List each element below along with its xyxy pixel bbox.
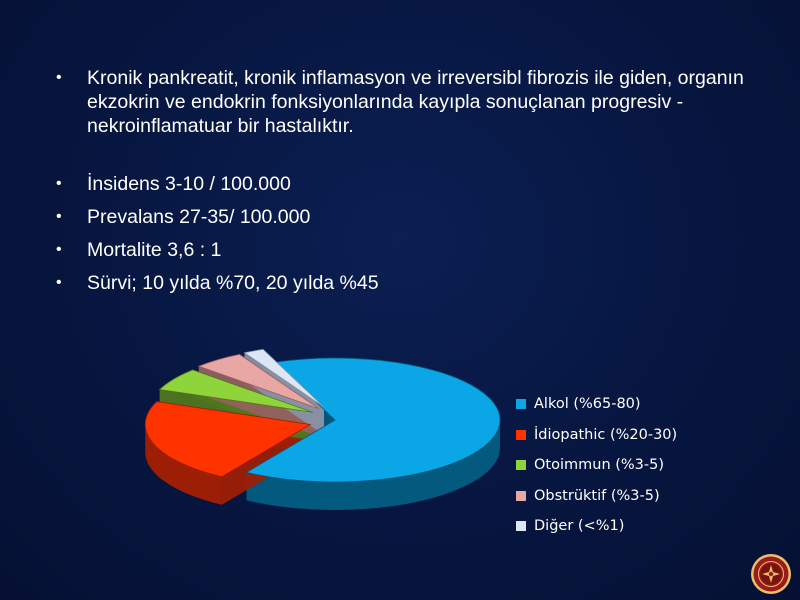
legend-item-2: [516, 450, 677, 481]
bullet-marker: •: [56, 274, 62, 291]
legend-label: Diğer (<%1): [534, 518, 625, 535]
legend-swatch: [516, 491, 526, 501]
bullet-text: Kronik pankreatit, kronik inflamasyon ve irreversibl fibrozis ile giden, organın ekzokrin ve endokrin fonksiyonlarında kayıpla sonuçlanan progresiv - nekroinflamatuar bir hastalıktır.: [87, 67, 744, 137]
legend-item-4: [516, 511, 677, 542]
legend-label: Otoimmun (%3-5): [534, 457, 665, 474]
bullet-marker: •: [56, 175, 62, 192]
chart-legend: [516, 389, 677, 542]
bullet-text: İnsidens 3-10 / 100.000: [87, 173, 291, 195]
legend-label: Obstrüktif (%3-5): [534, 487, 660, 504]
legend-item-0: [516, 389, 677, 420]
bullet-marker: •: [56, 241, 62, 258]
legend-item-1: [516, 420, 677, 451]
legend-label: İdiopathic (%20-30): [534, 426, 678, 443]
bullet-text: Sürvi; 10 yılda %70, 20 yılda %45: [87, 272, 379, 294]
bullet-text: Prevalans 27-35/ 100.000: [87, 206, 311, 228]
legend-swatch: [516, 430, 526, 440]
legend-item-3: [516, 481, 677, 512]
bullet-marker: •: [56, 208, 62, 225]
university-seal-icon: [750, 553, 792, 595]
legend-swatch: [516, 399, 526, 409]
legend-swatch: [516, 521, 526, 531]
bullet-text: Mortalite 3,6 : 1: [87, 239, 222, 261]
bullet-marker: •: [56, 69, 62, 86]
legend-label: Alkol (%65-80): [534, 396, 641, 413]
legend-swatch: [516, 460, 526, 470]
